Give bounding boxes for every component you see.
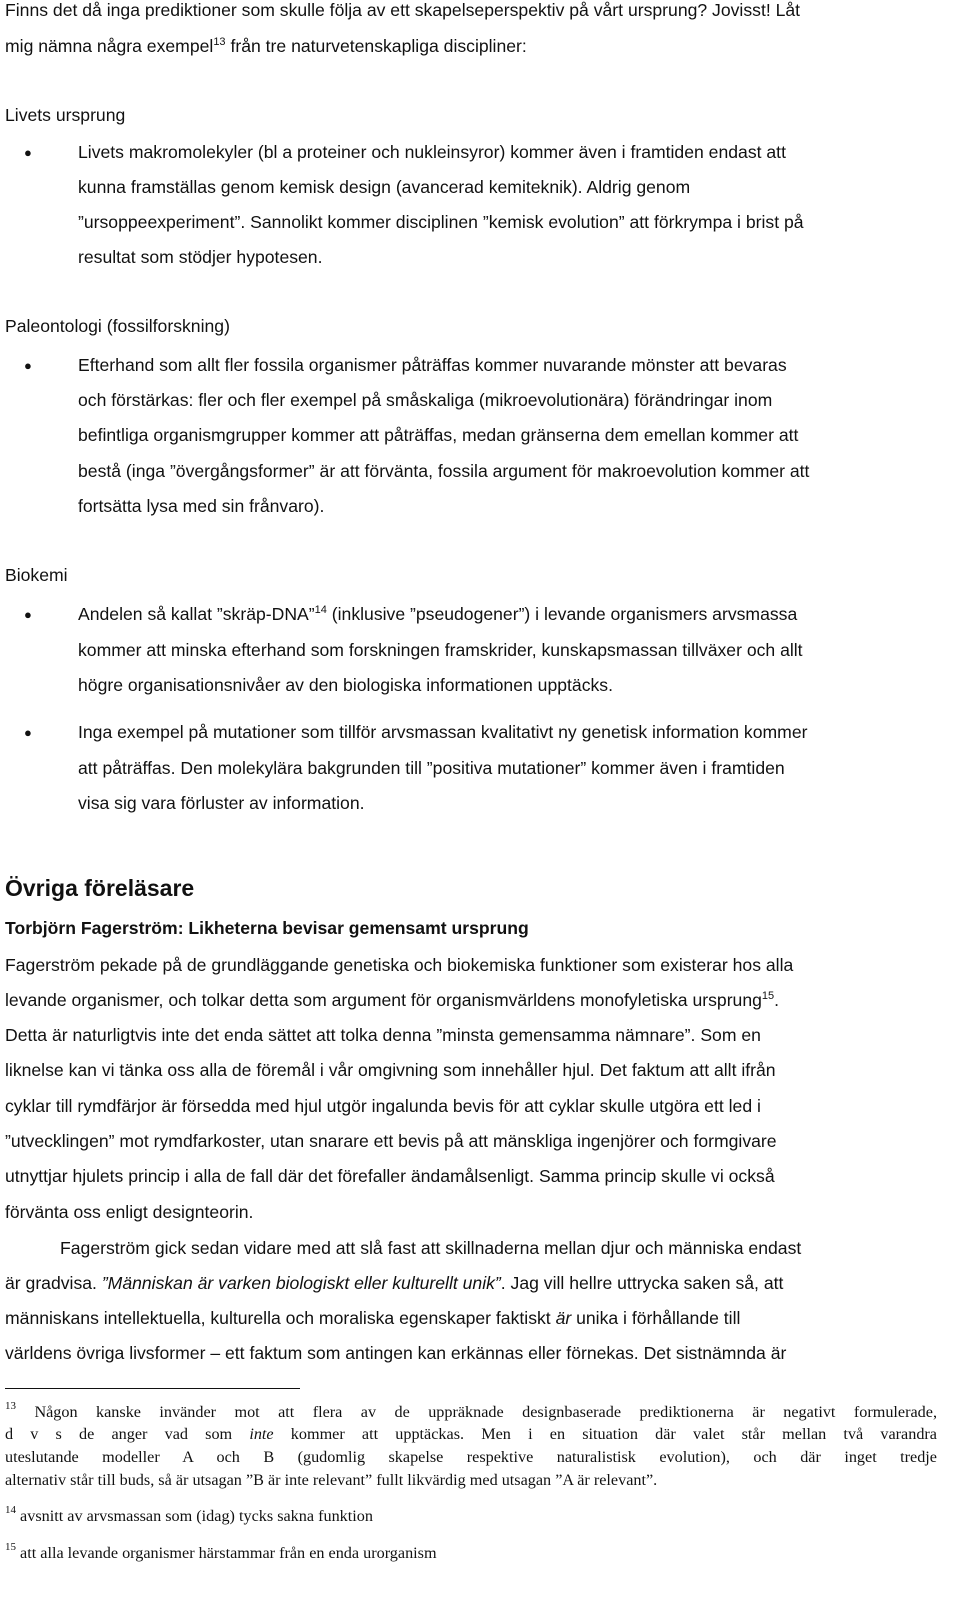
footnote-13-line: $^{13}$ Någon kanske invänder mot att flera av de uppräknade designbaserade prediktionerna är negativt formulerade, bbox=[5, 1400, 937, 1421]
footnote-13-line: alternativ står till buds, så är utsagan ”B är inte relevant” fullt likvärdig med utsagan ”A är relevant”. bbox=[5, 1471, 658, 1489]
bullet-line: fortsätta lysa med sin frånvaro). bbox=[78, 496, 325, 516]
intro-line: Finns det då inga prediktioner som skulle följa av ett skapelseperspektiv på vårt ursprung? Jovisst! Låt bbox=[5, 0, 801, 20]
bullet-line: bestå (inga ”övergångsformer” är att förvänta, fossila argument för makroevolution kommer att bbox=[78, 461, 810, 481]
bullet-line: att påträffas. Den molekylära bakgrunden till ”positiva mutationer” kommer även i framtiden bbox=[78, 758, 785, 778]
paragraph-line: cyklar till rymdfärjor är försedda med hjul utgör ingalunda bevis för att cyklar skulle utgöra ett led i bbox=[5, 1096, 761, 1116]
bullet-line: ”ursoppeexperiment”. Sannolikt kommer disciplinen ”kemisk evolution” att förkrympa i brist på bbox=[78, 212, 804, 232]
footnote-14: $^{14}$ avsnitt av arvsmassan som (idag) tycks sakna funktion bbox=[5, 1504, 373, 1525]
bullet-icon: ● bbox=[24, 607, 32, 622]
footnote-ref-15[interactable]: 15 bbox=[761, 990, 775, 1002]
footnote-separator bbox=[5, 1388, 300, 1389]
footnote-number-15: 15 bbox=[5, 1541, 16, 1553]
section-heading-paleontologi: Paleontologi (fossilforskning) bbox=[5, 316, 230, 336]
bullet-line: befintliga organismgrupper kommer att påträffas, medan gränserna dem emellan kommer att bbox=[78, 425, 799, 445]
paragraph-line: är gradvisa. ”Människan är varken biologiskt eller kulturellt unik”. Jag vill hellre uttrycka saken så, att bbox=[5, 1273, 784, 1293]
footnote-number-14: 14 bbox=[5, 1504, 16, 1516]
paragraph-line: utnyttjar hjulets princip i alla de fall där det förefaller ändamålsenligt. Samma princip skulle vi också bbox=[5, 1166, 775, 1186]
paragraph-line: Fagerström pekade på de grundläggande genetiska och biokemiska funktioner som existerar hos alla bbox=[5, 955, 794, 975]
bullet-line: högre organisationsnivåer av den biologiska informationen upptäcks. bbox=[78, 675, 613, 695]
footnote-13-line: uteslutande modeller A och B (gudomlig skapelse respektive naturalistisk evolution), och där inget tredje bbox=[5, 1448, 937, 1466]
bullet-line: kunna framställas genom kemisk design (avancerad kemiteknik). Aldrig genom bbox=[78, 177, 691, 197]
bullet-line: Andelen så kallat ”skräp-DNA”$^{14}$ (inklusive ”pseudogener”) i levande organismers arvsmassa bbox=[78, 604, 798, 624]
footnote-13-line: d v s de anger vad som inte kommer att upptäckas. Men i en situation där valet står mellan två varandra bbox=[5, 1425, 937, 1443]
paragraph-line: Fagerström gick sedan vidare med att slå fast att skillnaderna mellan djur och människa endast bbox=[60, 1238, 802, 1258]
bullet-icon: ● bbox=[24, 725, 32, 740]
paragraph-line: ”utvecklingen” mot rymdfarkoster, utan snarare ett bevis på att mänskliga ingenjörer och formgivare bbox=[5, 1131, 777, 1151]
paragraph-line: förvänta oss enligt designteorin. bbox=[5, 1202, 254, 1222]
bullet-icon: ● bbox=[24, 358, 32, 373]
bullet-line: visa sig vara förluster av information. bbox=[78, 793, 365, 813]
bullet-line: resultat som stödjer hypotesen. bbox=[78, 247, 323, 267]
intro-line: mig nämna några exempel$^{13}$ från tre naturvetenskapliga discipliner: bbox=[5, 36, 527, 56]
footnote-15: $^{15}$ att alla levande organismer härstammar från en enda urorganism bbox=[5, 1541, 437, 1562]
bullet-icon: ● bbox=[24, 145, 32, 160]
paragraph-line: Detta är naturligtvis inte det enda sättet att tolka denna ”minsta gemensamma nämnare”. Som en bbox=[5, 1025, 761, 1045]
bullet-line: Inga exempel på mutationer som tillför arvsmassan kvalitativt ny genetisk information kommer bbox=[78, 722, 808, 742]
subsection-title: Torbjörn Fagerström: Likheterna bevisar gemensamt ursprung bbox=[5, 918, 529, 938]
bullet-line: kommer att minska efterhand som forskningen framskrider, kunskapsmassan tillväxer och allt bbox=[78, 640, 803, 660]
paragraph-line: världens övriga livsformer – ett faktum som antingen kan erkännas eller förnekas. Det sistnämnda är bbox=[5, 1343, 787, 1363]
footnote-number-13: 13 bbox=[5, 1400, 16, 1412]
section-heading-biokemi: Biokemi bbox=[5, 565, 68, 585]
section-title-ovriga-forelasare: Övriga föreläsare bbox=[5, 875, 195, 901]
paragraph-line: människans intellektuella, kulturella och moraliska egenskaper faktiskt är unika i förhållande till bbox=[5, 1308, 741, 1328]
paragraph-line: liknelse kan vi tänka oss alla de föremål i vår omgivning som innehåller hjul. Det faktum att allt ifrån bbox=[5, 1060, 776, 1080]
section-heading-livets-ursprung: Livets ursprung bbox=[5, 105, 126, 125]
footnote-ref-13[interactable]: 13 bbox=[213, 36, 226, 48]
paragraph-line: levande organismer, och tolkar detta som argument för organismvärldens monofyletiska ursprung$^{15}$. bbox=[5, 990, 780, 1010]
bullet-line: Livets makromolekyler (bl a proteiner och nukleinsyror) kommer även i framtiden endast att bbox=[78, 142, 786, 162]
bullet-line: Efterhand som allt fler fossila organismer påträffas kommer nuvarande mönster att bevaras bbox=[78, 355, 787, 375]
bullet-line: och förstärkas: fler och fler exempel på småskaliga (mikroevolutionära) förändringar inom bbox=[78, 390, 773, 410]
footnote-ref-14[interactable]: 14 bbox=[314, 604, 327, 616]
